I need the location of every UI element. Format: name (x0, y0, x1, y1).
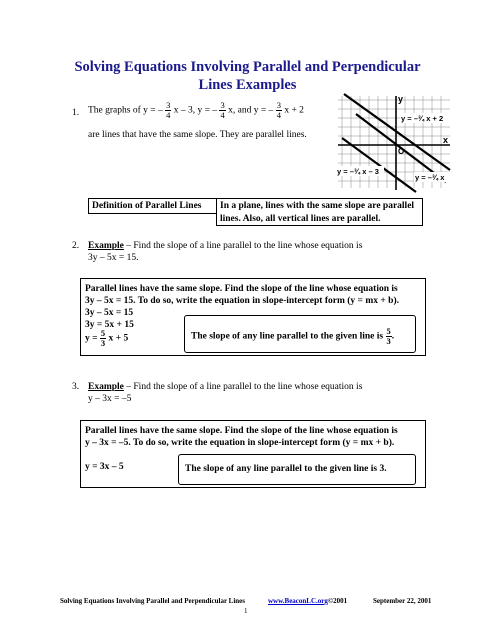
definition-text-cell (216, 198, 423, 226)
callout-box-2 (184, 315, 416, 353)
footer-link-group (268, 597, 347, 605)
equation-top: y = –¾ x + 2 (401, 114, 444, 123)
equation-bottom-left: y = –¾ x – 3 (337, 167, 379, 176)
y-axis-label: y (398, 94, 404, 104)
box-2-step-3: y = $\frac{5}{3}$ x + 5 (85, 328, 129, 348)
callout-box-3 (178, 454, 416, 485)
item-1-text-a: The graphs of y = – (88, 105, 163, 116)
x-axis-label: x (443, 135, 449, 145)
page-number: 1 (244, 607, 248, 615)
item-1-text-b: x – 3, y = – (173, 105, 218, 116)
example-label: Example (88, 241, 124, 251)
item-3-equation: y – 3x = –5 (88, 394, 132, 404)
item-3-prompt: Example – Find the slope of a line parallel to the line whose equation is (88, 382, 363, 392)
definition-term: Definition of Parallel Lines (92, 201, 202, 211)
definition-text-line-1: In a plane, lines with the same slope are parallel (220, 201, 415, 211)
footer-title: Solving Equations Involving Parallel and Perpendicular Lines (60, 597, 246, 605)
fraction-five-thirds: $\frac{5}{3}$ (386, 326, 391, 346)
footer-date: September 22, 2001 (373, 597, 432, 605)
callout-2-text: The slope of any line parallel to the given line is $\frac{5}{3}$ . (191, 326, 395, 346)
box-3-answer: y = 3x – 5 (85, 462, 124, 472)
box-2-step-1: 3y – 5x = 15 (85, 308, 134, 318)
item-1-number: 1. (72, 108, 80, 118)
footer-copyright: ©2001 (327, 597, 348, 605)
title-line-2: Lines Examples (198, 77, 297, 93)
callout-3-text: The slope of any line parallel to the given line is 3. (185, 464, 387, 474)
box-2-line-2: 3y – 5x = 15. To do so, write the equation in slope-intercept form (y = mx + b). (85, 296, 399, 306)
item-2-number: 2. (72, 241, 80, 251)
item-3-number: 3. (72, 382, 80, 392)
item-1-statement (88, 101, 304, 120)
origin-label: O (398, 147, 405, 156)
fraction-three-fourths: $\frac{3}{4}$ (220, 100, 225, 120)
equation-bottom-right: y = –¾ x (415, 173, 445, 182)
parallel-lines-graph (334, 92, 452, 194)
item-1-text-d: x + 2 (284, 105, 304, 116)
box-2-step-2: 3y = 5x + 15 (85, 320, 134, 330)
item-2-prompt: Example – Find the slope of a line parallel to the line whose equation is (88, 241, 363, 251)
box-2-line-1: Parallel lines have the same slope. Find the slope of the line whose equation is (85, 284, 398, 294)
definition-text-line-2: lines. Also, all vertical lines are parallel. (220, 214, 381, 224)
footer-link[interactable]: www.BeaconLC.org (268, 597, 328, 605)
title-line-1: Solving Equations Involving Parallel and Perpendicular (74, 59, 421, 75)
box-3-line-2: y – 3x = –5. To do so, write the equation in slope-intercept form (y = mx + b). (85, 438, 395, 448)
definition-term-cell (88, 198, 218, 214)
item-2-equation: 3y – 5x = 15. (88, 253, 139, 263)
box-3-line-1: Parallel lines have the same slope. Find the slope of the line whose equation is (85, 426, 398, 436)
fraction-three-fourths: $\frac{3}{4}$ (166, 100, 171, 120)
page-title (60, 58, 435, 94)
example-label: Example (88, 382, 124, 392)
fraction-three-fourths: $\frac{3}{4}$ (276, 100, 281, 120)
fraction-five-thirds: $\frac{5}{3}$ (100, 328, 106, 348)
item-1-conclusion: are lines that have the same slope. They are parallel lines. (88, 130, 307, 140)
item-1-text-c: x, and y = – (228, 105, 274, 116)
